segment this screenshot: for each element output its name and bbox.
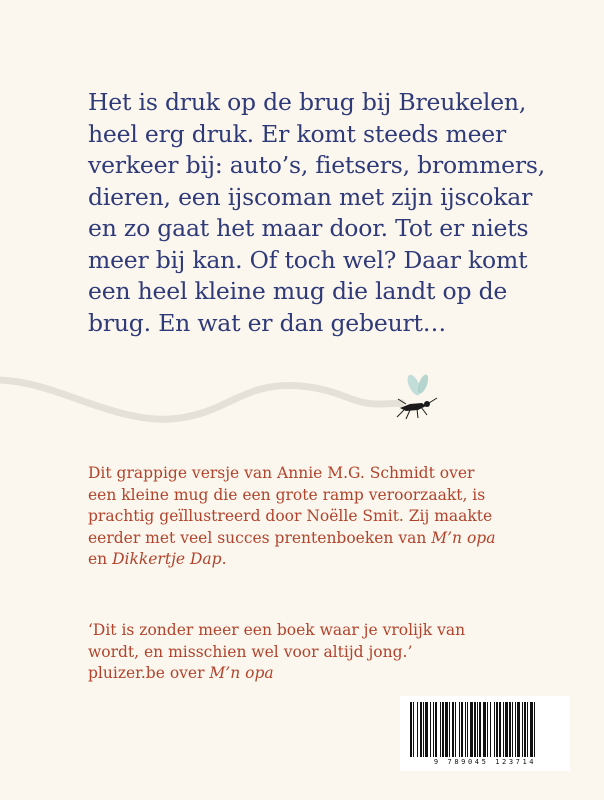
blurb-line: heel erg druk. Er komt steeds meer bbox=[88, 119, 507, 148]
barcode-bar bbox=[413, 702, 414, 757]
blurb-line: brug. En wat er dan gebeurt… bbox=[88, 308, 447, 337]
barcode-bar bbox=[474, 702, 476, 757]
barcode-bar bbox=[449, 702, 450, 757]
barcode-bar bbox=[509, 702, 511, 757]
barcode-bar bbox=[410, 702, 412, 757]
book-title-mn-opa: M’n opa bbox=[209, 664, 274, 682]
back-cover-blurb bbox=[88, 87, 568, 339]
review-quote bbox=[88, 620, 568, 685]
barcode-bar bbox=[524, 702, 526, 757]
barcode-bar bbox=[455, 702, 456, 757]
description-text: eerder met veel succes prentenboeken van bbox=[88, 528, 432, 547]
blurb-line: een heel kleine mug die landt op de bbox=[88, 277, 508, 305]
barcode-bar bbox=[503, 702, 504, 757]
barcode-bar bbox=[490, 702, 491, 757]
barcode-bar bbox=[452, 702, 454, 757]
barcode-bar bbox=[465, 702, 466, 757]
barcode-bar bbox=[461, 702, 463, 757]
barcode-bar bbox=[530, 702, 533, 757]
barcode-bar bbox=[442, 702, 444, 757]
description-line: Dit grappige versje van Annie M.G. Schmidt over bbox=[88, 464, 475, 482]
barcode-bar bbox=[420, 702, 422, 757]
barcode-bar bbox=[483, 702, 486, 757]
barcode-bar bbox=[433, 702, 434, 757]
book-title-mn-opa: M’n opa bbox=[431, 528, 496, 547]
isbn-barcode bbox=[400, 696, 570, 771]
book-title-dikkertje-dap: Dikkertje Dap bbox=[112, 550, 222, 568]
quote-line: wordt, en misschien wel voor altijd jong.’ bbox=[88, 642, 413, 661]
barcode-bar bbox=[534, 702, 535, 757]
quote-source-text: pluizer.be over bbox=[88, 664, 210, 682]
barcode-bar bbox=[527, 702, 528, 757]
flight-trail bbox=[0, 380, 402, 419]
barcode-bar bbox=[440, 702, 441, 757]
barcode-bar bbox=[470, 702, 473, 757]
barcode-bar bbox=[425, 702, 428, 757]
description-line bbox=[88, 549, 568, 571]
barcode-bar bbox=[417, 702, 418, 757]
quote-line: ‘Dit is zonder meer een boek waar je vrolijk van bbox=[88, 621, 466, 639]
barcode-bar bbox=[435, 702, 437, 757]
barcode-bar bbox=[517, 702, 520, 757]
barcode-bar bbox=[494, 702, 495, 757]
barcode-bar bbox=[459, 702, 460, 757]
barcode-bar bbox=[423, 702, 424, 757]
blurb-line: meer bij kan. Of toch wel? Daar komt bbox=[88, 245, 528, 274]
barcode-bar bbox=[499, 702, 501, 757]
description-line: een kleine mug die een grote ramp veroorzaakt, is bbox=[88, 485, 486, 504]
barcode-bar bbox=[479, 702, 481, 757]
description-line: prachtig geïllustreerd door Noëlle Smit. Zij maakte bbox=[88, 507, 493, 525]
barcode-bar bbox=[522, 702, 523, 757]
blurb-line: Het is druk op de brug bij Breukelen, bbox=[88, 88, 527, 116]
isbn-digits: 9 789045 123714 bbox=[433, 758, 537, 766]
barcode-bar bbox=[445, 702, 448, 757]
barcode-bar bbox=[496, 702, 498, 757]
barcode-bar bbox=[467, 702, 468, 757]
blurb-line: verkeer bij: auto’s, fietsers, brommers, bbox=[88, 151, 546, 179]
barcode-bar bbox=[477, 702, 478, 757]
book-description bbox=[88, 463, 568, 571]
barcode-bar bbox=[430, 702, 431, 757]
description-text: en bbox=[88, 550, 113, 568]
barcode-bar bbox=[487, 702, 488, 757]
blurb-line: en zo gaat het maar door. Tot er niets bbox=[88, 214, 529, 242]
quote-source bbox=[88, 663, 568, 685]
barcode-bar bbox=[515, 702, 516, 757]
barcode-bar bbox=[512, 702, 513, 757]
mosquito-icon bbox=[397, 373, 437, 419]
barcode-bar bbox=[505, 702, 508, 757]
blurb-line: dieren, een ijscoman met zijn ijscokar bbox=[88, 182, 533, 211]
barcode-icon bbox=[408, 702, 562, 757]
description-text: . bbox=[221, 550, 227, 568]
mosquito-illustration bbox=[0, 360, 604, 440]
description-line bbox=[88, 528, 568, 550]
